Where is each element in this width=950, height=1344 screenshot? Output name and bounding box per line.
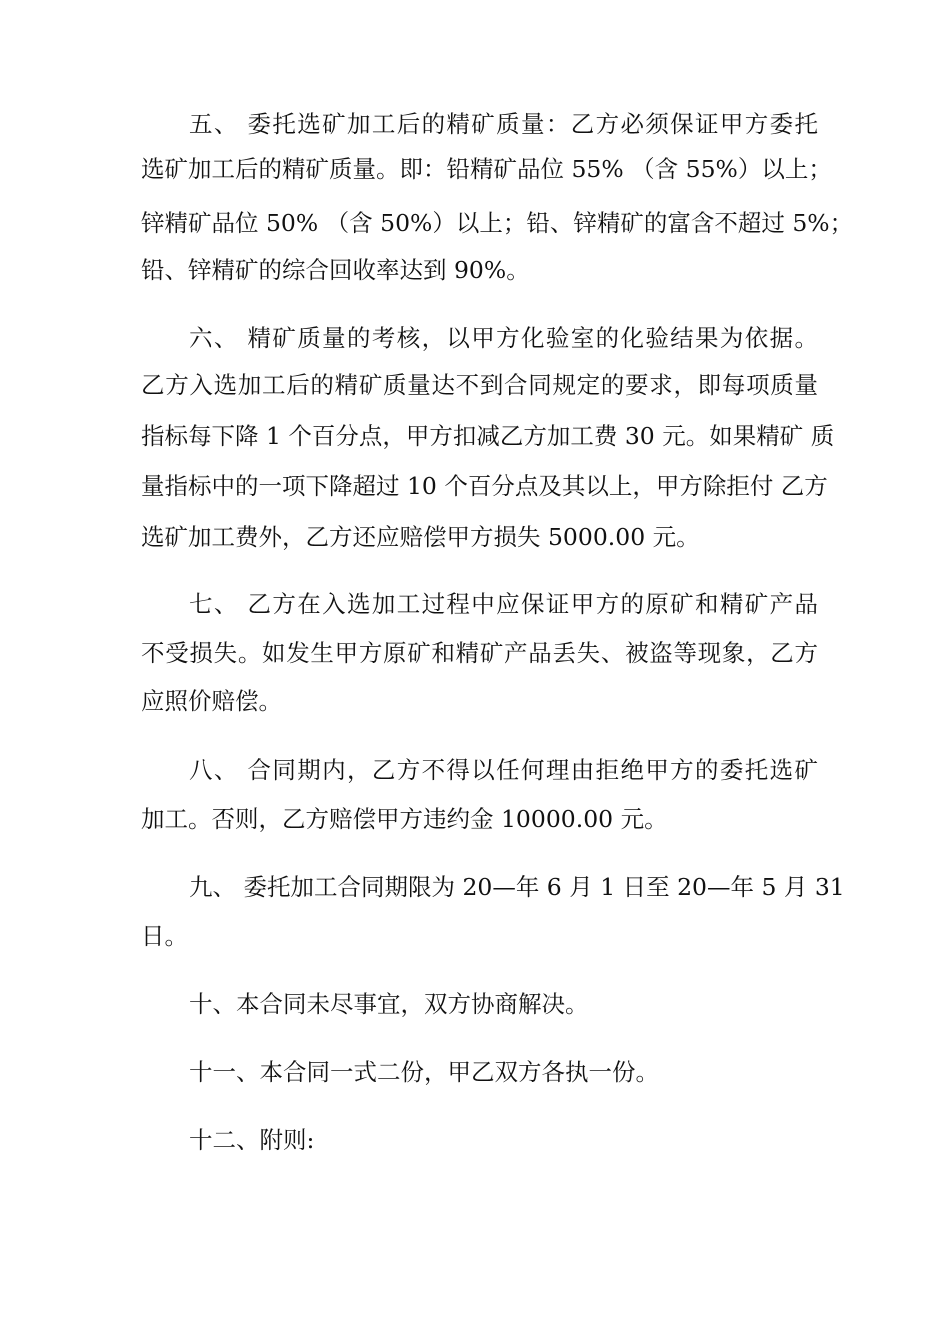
clause-11-line-1: 十一、本合同一式二份，甲乙双方各执一份。 bbox=[189, 1058, 659, 1086]
clause-8-line-1: 八、 合同期内，乙方不得以任何理由拒绝甲方的委托选矿 bbox=[189, 756, 818, 784]
clause-5-line-4: 铅、锌精矿的综合回收率达到 90%。 bbox=[141, 256, 530, 284]
clause-6-line-4: 量指标中的一项下降超过 10 个百分点及其以上，甲方除拒付 乙方 bbox=[141, 472, 828, 500]
clause-9-line-2: 日。 bbox=[141, 922, 188, 950]
clause-6-line-2: 乙方入选加工后的精矿质量达不到合同规定的要求，即每项质量 bbox=[141, 371, 818, 399]
clause-7-line-1: 七、 乙方在入选加工过程中应保证甲方的原矿和精矿产品 bbox=[189, 590, 818, 618]
clause-6-line-3: 指标每下降 1 个百分点，甲方扣减乙方加工费 30 元。如果精矿 质 bbox=[141, 422, 835, 450]
clause-5-line-1: 五、 委托选矿加工后的精矿质量：乙方必须保证甲方委托 bbox=[189, 110, 818, 138]
clause-8-line-2: 加工。否则，乙方赔偿甲方违约金 10000.00 元。 bbox=[141, 805, 668, 833]
clause-10-line-1: 十、本合同未尽事宜，双方协商解决。 bbox=[189, 990, 589, 1018]
clause-12-line-1: 十二、附则: bbox=[189, 1126, 315, 1154]
clause-5-line-2: 选矿加工后的精矿质量。即：铅精矿品位 55% （含 55%）以上； bbox=[141, 155, 832, 183]
clause-6-line-5: 选矿加工费外，乙方还应赔偿甲方损失 5000.00 元。 bbox=[141, 523, 700, 551]
clause-7-line-3: 应照价赔偿。 bbox=[141, 687, 282, 715]
clause-9-line-1: 九、 委托加工合同期限为 20—年 6 月 1 日至 20—年 5 月 31 bbox=[189, 873, 845, 901]
clause-7-line-2: 不受损失。如发生甲方原矿和精矿产品丢失、被盗等现象，乙方 bbox=[141, 639, 818, 667]
clause-6-line-1: 六、 精矿质量的考核，以甲方化验室的化验结果为依据。 bbox=[189, 324, 818, 352]
clause-5-line-3: 锌精矿品位 50% （含 50%）以上；铅、锌精矿的富含不超过 5%； bbox=[141, 209, 854, 237]
